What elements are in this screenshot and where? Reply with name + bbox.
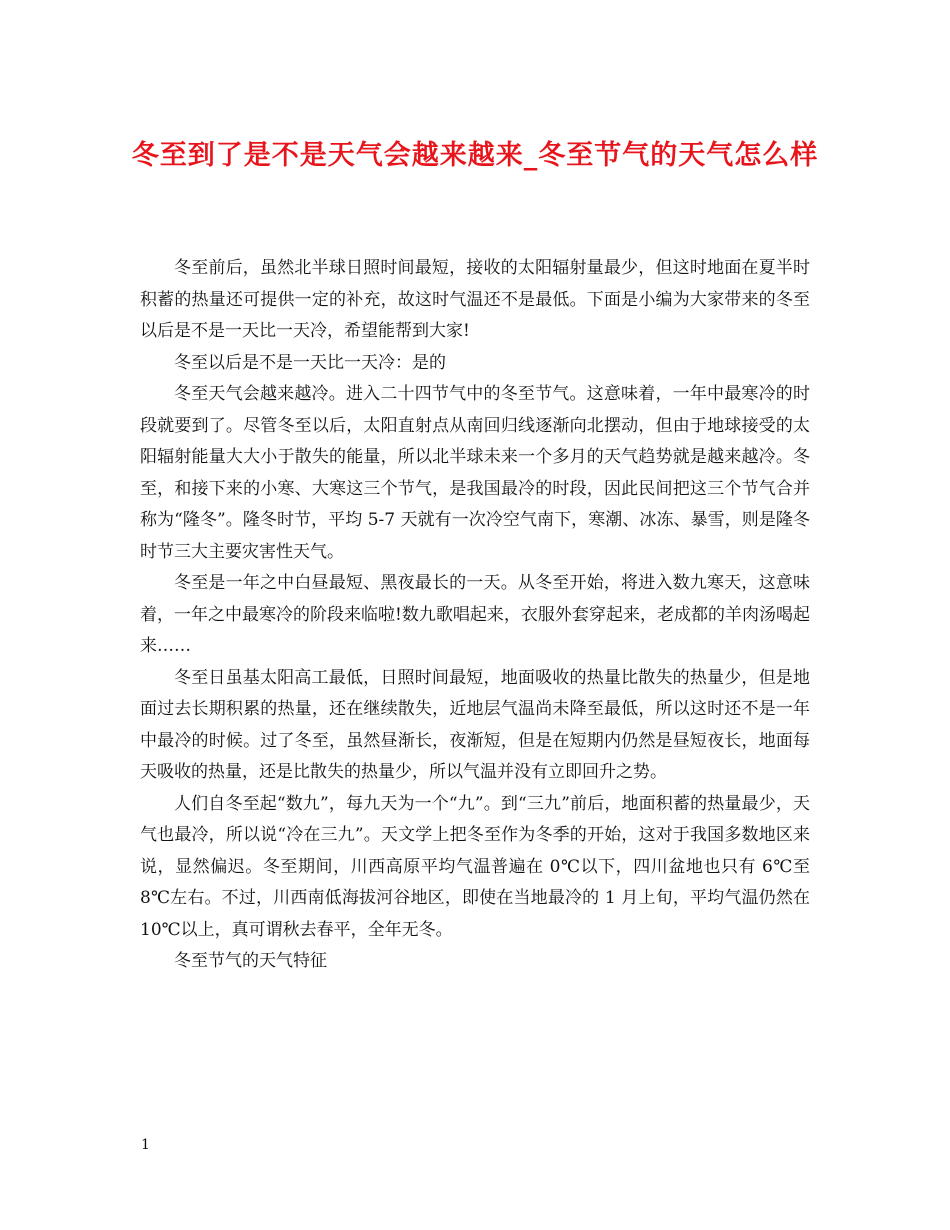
page-number: 1: [141, 1137, 150, 1153]
paragraph: 冬至天气会越来越冷。进入二十四节气中的冬至节气。这意味着，一年中最寒冷的时段就要到了。尽管冬至以后，太阳直射点从南回归线逐渐向北摆动，但由于地球接受的太阳辐射能量大大小于散失的能量，所以北半球未来一个多月的天气趋势就是越来越冷。冬至，和接下来的小寒、大寒这三个节气，是我国最冷的时段，因此民间把这三个节气合并称为“隆冬”。隆冬时节，平均 5-7 天就有一次冷空气南下，寒潮、冰冻、暴雪，则是隆冬时节三大主要灾害性天气。: [140, 384, 810, 562]
paragraph: 冬至日虽基太阳高工最低，日照时间最短，地面吸收的热量比散失的热量少，但是地面过去长期积累的热量，还在继续散失，近地层气温尚未降至最低，所以这时还不是一年中最冷的时候。过了冬至，虽然昼渐长，夜渐短，但是在短期内仍然是昼短夜长，地面每天吸收的热量，还是比散失的热量少，所以气温并没有立即回升之势。: [140, 667, 810, 782]
paragraph: 冬至前后，虽然北半球日照时间最短，接收的太阳辐射量最少，但这时地面在夏半时积蓄的热量还可提供一定的补充，故这时气温还不是最低。下面是小编为大家带来的冬至以后是不是一天比一天冷，希望能帮到大家!: [140, 258, 810, 341]
paragraph: 冬至节气的天气特征: [174, 951, 327, 971]
paragraph: 人们自冬至起“数九”，每九天为一个“九”。到“三九”前后，地面积蓄的热量最少，天气也最冷，所以说“冷在三九”。天文学上把冬至作为冬季的开始，这对于我国多数地区来说，显然偏迟。冬至期间，川西高原平均气温普遍在 0℃以下，四川盆地也只有 6℃至 8℃左右。不过，川西南低海拔河谷地区，即使在当地最冷的 1 月上旬，平均气温仍然在 10℃以上，真可谓秋去春平，全年无冬。: [140, 793, 810, 940]
page-title: 冬至到了是不是天气会越来越来_冬至节气的天气怎么样: [131, 140, 819, 171]
paragraph: 冬至以后是不是一天比一天冷：是的: [174, 352, 446, 373]
paragraph: 冬至是一年之中白昼最短、黑夜最长的一天。从冬至开始，将进入数九寒天，这意味着，一年之中最寒冷的阶段来临啦!数九歌唱起来，衣服外套穿起来，老成都的羊肉汤喝起来……: [140, 573, 810, 656]
article-body: [140, 253, 810, 978]
